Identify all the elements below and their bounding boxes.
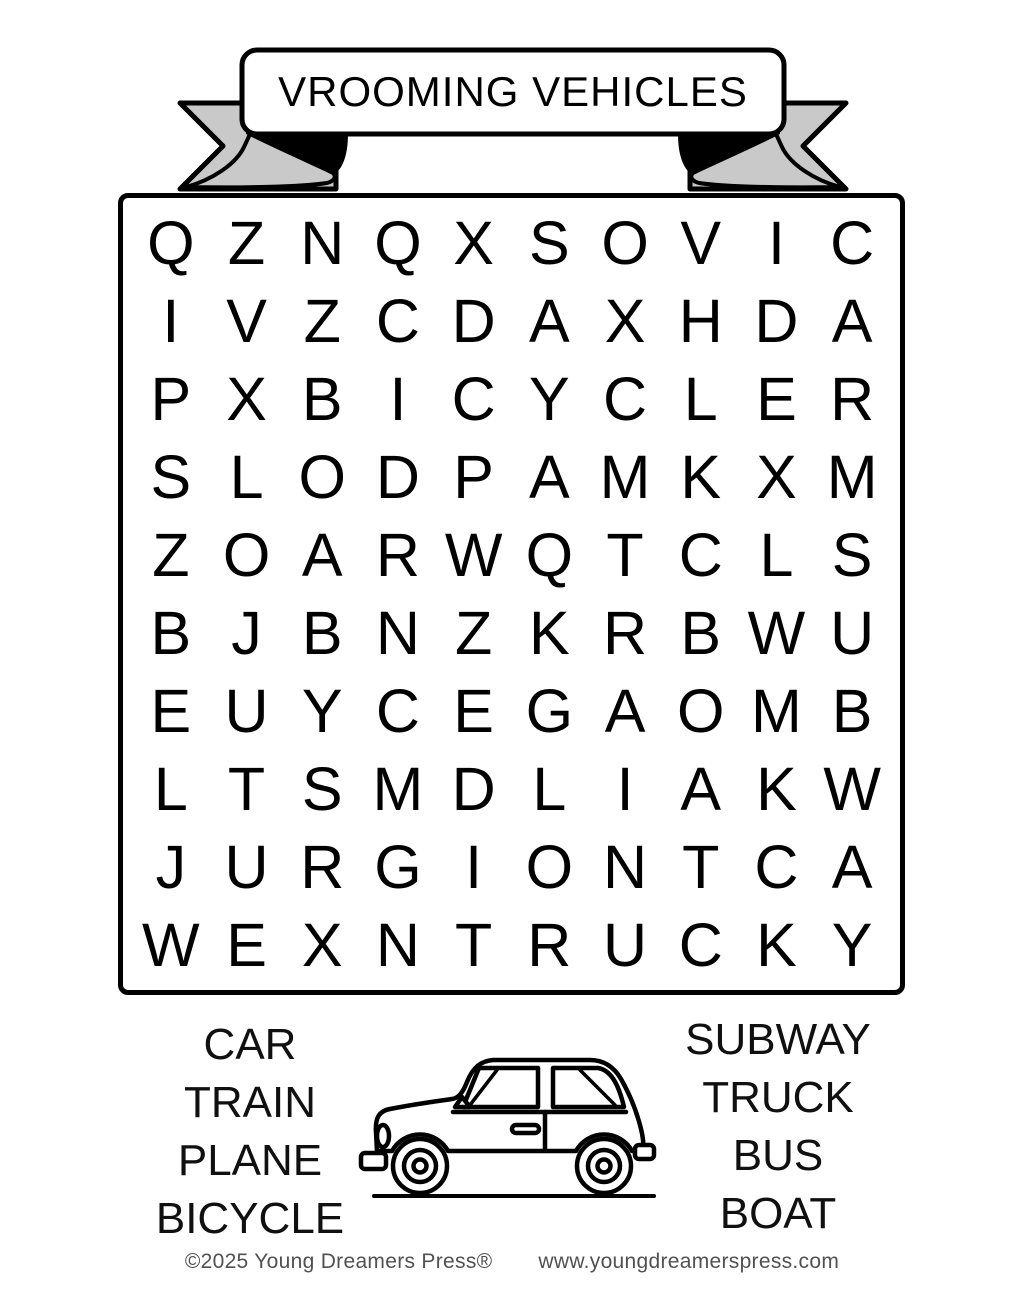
grid-cell-r6c8: B <box>680 598 722 667</box>
car-headlight <box>377 1125 389 1147</box>
grid-cell-r3c3: B <box>301 364 343 433</box>
grid-cell-r9c5: I <box>465 832 483 901</box>
word-list-item-train: TRAIN <box>184 1078 316 1127</box>
grid-cell-r7c7: A <box>604 676 646 745</box>
grid-cell-r3c8: L <box>683 364 718 433</box>
grid-cell-r6c7: R <box>603 598 648 667</box>
grid-cell-r4c4: D <box>375 442 420 511</box>
grid-cell-r9c10: A <box>831 832 873 901</box>
website-text: www.youngdreamerspress.com <box>538 1250 840 1273</box>
grid-cell-r1c3: N <box>300 208 345 277</box>
grid-cell-r2c8: H <box>678 286 723 355</box>
grid-cell-r1c1: Q <box>147 208 195 277</box>
grid-cell-r6c1: B <box>150 598 192 667</box>
grid-cell-r5c4: R <box>375 520 420 589</box>
word-list-right <box>638 1011 918 1243</box>
copyright-text: ©2025 Young Dreamers Press® <box>184 1250 493 1273</box>
grid-cell-r10c1: W <box>142 910 200 979</box>
grid-cell-r5c9: L <box>759 520 794 589</box>
grid-cell-r6c9: W <box>747 598 806 667</box>
car-front-bumper <box>361 1153 386 1169</box>
grid-cell-r8c2: T <box>227 754 266 823</box>
grid-cell-r3c10: R <box>830 364 875 433</box>
car-door-handle <box>512 1125 539 1133</box>
grid-cell-r6c3: B <box>301 598 343 667</box>
grid-cell-r1c8: V <box>680 208 722 277</box>
grid-cell-r8c8: A <box>680 754 722 823</box>
grid-cell-r9c9: C <box>754 832 799 901</box>
grid-cell-r3c2: X <box>226 364 267 433</box>
grid-cell-r5c1: Z <box>152 520 190 589</box>
grid-cell-r9c3: R <box>300 832 345 901</box>
grid-cell-r2c9: D <box>754 286 799 355</box>
grid-cell-r4c7: M <box>599 442 651 511</box>
grid-cell-r2c2: V <box>226 286 267 355</box>
grid-cell-r1c4: Q <box>374 208 422 277</box>
grid-cell-r3c6: Y <box>528 364 570 433</box>
grid-cell-r7c9: M <box>751 676 802 745</box>
grid-cell-r3c4: I <box>389 364 407 433</box>
grid-cell-r10c9: K <box>756 910 797 979</box>
grid-cell-r7c5: E <box>453 676 494 745</box>
grid-cell-r2c10: A <box>831 286 873 355</box>
grid-cell-r10c7: U <box>603 910 648 979</box>
word-list-item-boat: BOAT <box>719 1189 837 1238</box>
grid-cell-r9c8: T <box>682 832 720 901</box>
grid-cell-r4c8: K <box>680 442 722 511</box>
grid-cell-r4c5: P <box>453 442 494 511</box>
grid-cell-r1c6: S <box>528 208 570 277</box>
grid-cell-r1c2: Z <box>227 208 266 277</box>
page-title: VROOMING VEHICLES <box>278 68 748 115</box>
grid-cell-r1c5: X <box>453 208 494 277</box>
grid-cell-r2c1: I <box>162 286 180 355</box>
grid-cell-r4c3: O <box>298 442 346 511</box>
grid-cell-r4c2: L <box>229 442 264 511</box>
grid-cell-r5c10: S <box>831 520 873 589</box>
grid-cell-r8c5: D <box>451 754 496 823</box>
grid-cell-r4c1: S <box>150 442 192 511</box>
grid-cell-r8c4: M <box>372 754 424 823</box>
grid-cell-r6c2: J <box>231 598 262 667</box>
grid-cell-r7c2: U <box>224 676 269 745</box>
grid-cell-r8c9: K <box>756 754 797 823</box>
grid-cell-r10c10: Y <box>831 910 873 979</box>
grid-cell-r7c4: C <box>375 676 420 745</box>
grid-cell-r7c1: E <box>150 676 192 745</box>
grid-cell-r2c5: D <box>451 286 496 355</box>
grid-cell-r5c8: C <box>678 520 723 589</box>
grid-cell-r9c6: O <box>525 832 574 901</box>
word-list-item-bus: BUS <box>732 1131 824 1180</box>
grid-cell-r2c6: A <box>528 286 570 355</box>
grid-cell-r1c9: I <box>767 208 785 277</box>
word-list-item-plane: PLANE <box>177 1136 323 1185</box>
grid-cell-r5c2: O <box>222 520 271 589</box>
grid-cell-r8c1: L <box>153 754 188 823</box>
car-rear-bumper <box>635 1145 654 1159</box>
grid-cell-r9c2: U <box>224 832 269 901</box>
grid-cell-r7c10: B <box>831 676 873 745</box>
grid-cell-r6c5: Z <box>455 598 493 667</box>
car-side-view-icon <box>352 1043 678 1205</box>
grid-cell-r8c7: I <box>616 754 634 823</box>
grid-cell-r6c6: K <box>528 598 570 667</box>
grid-cell-r9c7: N <box>603 832 648 901</box>
grid-cell-r8c10: W <box>823 754 881 823</box>
grid-cell-r4c6: A <box>528 442 570 511</box>
grid-cell-r10c5: T <box>455 910 493 979</box>
grid-cell-r6c4: N <box>375 598 420 667</box>
grid-cell-r10c6: R <box>527 910 572 979</box>
car-rear-wheel <box>577 1139 631 1193</box>
grid-cell-r9c1: J <box>155 832 187 901</box>
grid-cell-r5c3: A <box>301 520 343 589</box>
grid-cell-r8c6: L <box>532 754 567 823</box>
word-search-grid <box>118 193 905 995</box>
grid-cell-r7c3: Y <box>301 676 343 745</box>
grid-cell-r3c9: E <box>756 364 797 433</box>
grid-cell-r3c7: C <box>603 364 648 433</box>
grid-cell-r3c5: C <box>451 364 496 433</box>
grid-cell-r5c7: T <box>606 520 644 589</box>
grid-cell-r10c3: X <box>301 910 343 979</box>
grid-cell-r8c3: S <box>301 754 343 823</box>
grid-cell-r9c4: G <box>374 832 422 901</box>
page-footer <box>0 1250 1024 1274</box>
grid-cell-r4c9: X <box>756 442 797 511</box>
grid-cell-r2c3: Z <box>303 286 341 355</box>
grid-cell-r6c10: U <box>830 598 875 667</box>
grid-cell-r2c4: C <box>375 286 420 355</box>
word-list-left <box>110 1016 390 1248</box>
grid-cell-r1c7: O <box>601 208 649 277</box>
grid-cell-r10c4: N <box>375 910 420 979</box>
grid-cell-r5c6: Q <box>525 520 574 589</box>
grid-cell-r5c5: W <box>444 520 503 589</box>
grid-cell-r10c8: C <box>678 910 723 979</box>
car-front-wheel <box>393 1139 447 1193</box>
word-list-item-truck: TRUCK <box>702 1073 854 1122</box>
word-list-item-car: CAR <box>203 1020 297 1069</box>
grid-cell-r3c1: P <box>150 364 192 433</box>
grid-cell-r10c2: E <box>226 910 267 979</box>
grid-cell-r7c6: G <box>525 676 574 745</box>
word-list-item-bicycle: BICYCLE <box>155 1194 345 1243</box>
word-list-item-subway: SUBWAY <box>685 1015 871 1064</box>
grid-cell-r1c10: C <box>830 208 875 277</box>
grid-cell-r2c7: X <box>604 286 646 355</box>
grid-cell-r4c10: M <box>826 442 878 511</box>
grid-cell-r7c8: O <box>677 676 725 745</box>
